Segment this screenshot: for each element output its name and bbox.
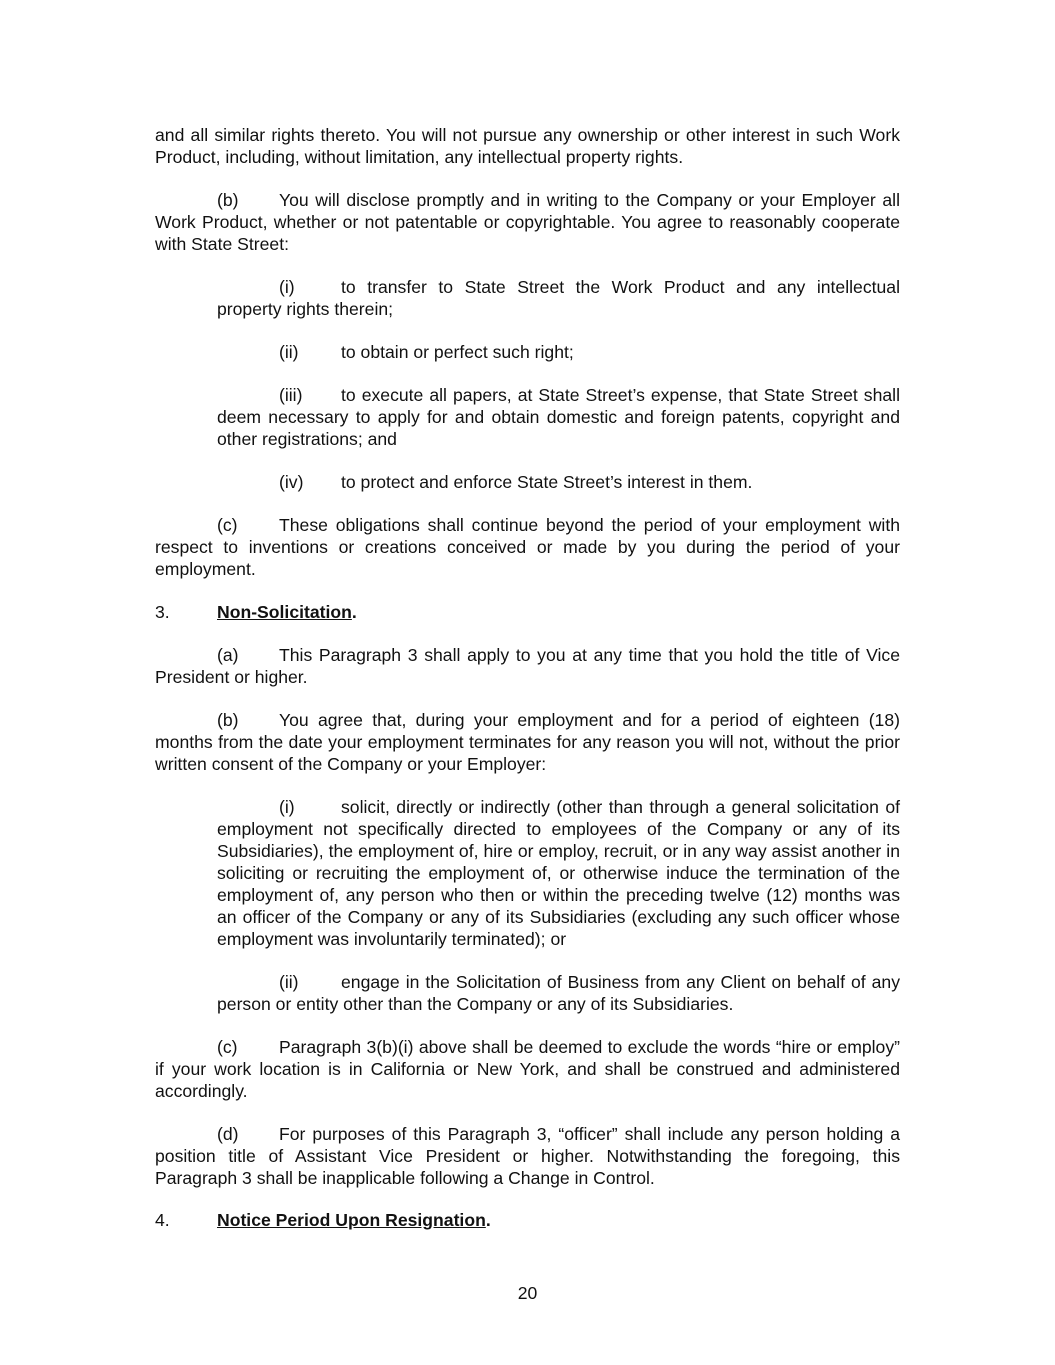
section-3-title-period: . <box>351 602 357 622</box>
paragraph-2c <box>155 514 900 580</box>
paragraph-2b-i-label: (i) <box>279 277 295 297</box>
paragraph-2b-iii-text: to execute all papers, at State Street’s expense, that State Street shall deem necessary to apply for and obtain domestic and foreign patents, copyright and other registrations; and <box>217 385 900 449</box>
paragraph-3b-i <box>217 796 900 950</box>
paragraph-2b-label: (b) <box>217 190 239 210</box>
page-number: 20 <box>517 1283 538 1303</box>
paragraph-2b-iii <box>217 384 900 450</box>
paragraph-3b-ii-label: (ii) <box>279 972 299 992</box>
section-4-number: 4. <box>155 1210 170 1230</box>
paragraph-3c <box>155 1036 900 1102</box>
section-4-title-period: . <box>485 1210 491 1230</box>
paragraph-3b-i-label: (i) <box>279 797 295 817</box>
section-3-number: 3. <box>155 602 170 622</box>
paragraph-intro-text: and all similar rights thereto. You will not pursue any ownership or other interest in such Work Product, including, without limitation, any intellectual property rights. <box>155 125 900 167</box>
paragraph-3b-ii-text: engage in the Solicitation of Business from any Client on behalf of any person or entity other than the Company or any of its Subsidiaries. <box>217 972 900 1014</box>
paragraph-2b <box>155 189 900 255</box>
paragraph-3b-text: You agree that, during your employment and for a period of eighteen (18) months from the date your employment terminates for any reason you will not, without the prior written consent of the Company or your Employer: <box>155 710 900 774</box>
section-4-title: Notice Period Upon Resignation <box>217 1210 486 1230</box>
paragraph-3b-i-text: solicit, directly or indirectly (other than through a general solicitation of employment not specifically directed to employees of the Company or any of its Subsidiaries), the employment of, hire or employ, recruit, or in any way assist another in soliciting or recruiting the employment of, or otherwise induce the termination of the employment of, any person who then or within the preceding twelve (12) months was an officer of the Company or any of its Subsidiaries (excluding any such officer whose employment was involuntarily terminated); or <box>217 797 900 949</box>
document-page <box>155 124 900 1231</box>
section-3-title: Non-Solicitation <box>217 602 352 622</box>
paragraph-3a-label: (a) <box>217 645 239 665</box>
section-3-heading <box>155 601 900 623</box>
paragraph-3b-label: (b) <box>217 710 239 730</box>
paragraph-2c-label: (c) <box>217 515 238 535</box>
paragraph-3c-label: (c) <box>217 1037 238 1057</box>
paragraph-2b-ii-label: (ii) <box>279 342 299 362</box>
paragraph-2b-ii-text: to obtain or perfect such right; <box>341 342 574 362</box>
paragraph-2b-i-text: to transfer to State Street the Work Product and any intellectual property rights therein; <box>217 277 900 319</box>
section-4-heading <box>155 1209 900 1231</box>
paragraph-2b-iv <box>217 471 900 493</box>
paragraph-2b-iv-label: (iv) <box>279 472 304 492</box>
paragraph-3b <box>155 709 900 775</box>
paragraph-2c-text: These obligations shall continue beyond the period of your employment with respect to inventions or creations conceived or made by you during the period of your employment. <box>155 515 900 579</box>
paragraph-2b-text: You will disclose promptly and in writing to the Company or your Employer all Work Product, whether or not patentable or copyrightable. You agree to reasonably cooperate with State Street: <box>155 190 900 254</box>
paragraph-3a-text: This Paragraph 3 shall apply to you at any time that you hold the title of Vice President or higher. <box>155 645 900 687</box>
paragraph-2b-iii-label: (iii) <box>279 385 303 405</box>
paragraph-3b-ii <box>217 971 900 1015</box>
paragraph-intro <box>155 124 900 168</box>
paragraph-3c-text: Paragraph 3(b)(i) above shall be deemed to exclude the words “hire or employ” if your work location is in California or New York, and shall be construed and administered accordingly. <box>155 1037 900 1101</box>
paragraph-3d <box>155 1123 900 1189</box>
paragraph-2b-iv-text: to protect and enforce State Street’s interest in them. <box>341 472 753 492</box>
paragraph-2b-i <box>217 276 900 320</box>
paragraph-2b-ii <box>217 341 900 363</box>
paragraph-3d-text: For purposes of this Paragraph 3, “officer” shall include any person holding a position title of Assistant Vice President or higher. Notwithstanding the foregoing, this Paragraph 3 shall be inapplicable following a Change in Control. <box>155 1124 900 1188</box>
paragraph-3d-label: (d) <box>217 1124 239 1144</box>
paragraph-3a <box>155 644 900 688</box>
